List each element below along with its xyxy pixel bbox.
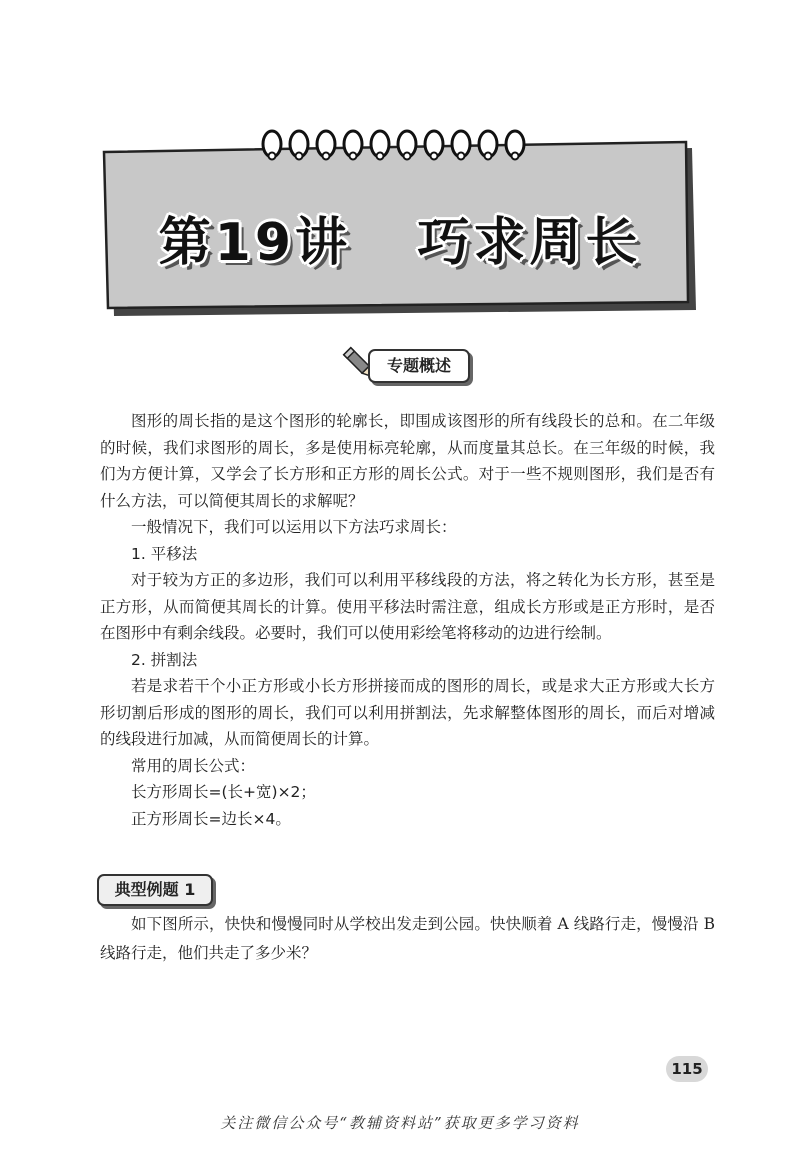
footer-note: 关注微信公众号“教辅资料站”获取更多学习资料 — [220, 1114, 580, 1132]
overview-text — [100, 408, 715, 832]
formula-title: 常用的周长公式： — [131, 756, 256, 775]
example-question — [100, 910, 715, 968]
method-1-title: 1. 平移法 — [131, 544, 198, 563]
method-1-text: 对于较为方正的多边形，我们可以利用平移线段的方法，将之转化为长方形，甚至是正方形，从而简便其周长的计算。使用平移法时需注意，组成长方形或是正方形时，是否在图形中有剩余线段。必要时，我们可以使用彩绘笔将移动的边进行绘制。 — [100, 571, 715, 642]
section-tag — [340, 342, 480, 386]
method-2-title: 2. 拼割法 — [131, 650, 198, 669]
chapter-banner — [100, 118, 700, 318]
example-label: 典型例题 1 — [97, 874, 213, 906]
example-question-text: 如下图所示，快快和慢慢同时从学校出发走到公园。快快顺着 A 线路行走，慢慢沿 B 线路行走，他们共走了多少米？ — [100, 915, 715, 962]
page-number: 115 — [666, 1056, 708, 1082]
formula-rectangle: 长方形周长=(长+宽)×2； — [131, 783, 316, 801]
section-label: 专题概述 — [368, 349, 470, 383]
overview-paragraph-2: 一般情况下，我们可以运用以下方法巧求周长： — [131, 518, 457, 536]
overview-paragraph-1: 图形的周长指的是这个图形的轮廓长，即围成该图形的所有线段长的总和。在二年级的时候，我们求图形的周长，多是使用标亮轮廓，从而度量其总长。在三年级的时候，我们为方便计算，又学会了长方形和正方形的周长公式。对于一些不规则图形，我们是否有什么方法，可以简便其周长的求解呢？ — [100, 412, 715, 510]
chapter-title: 第19讲 巧求周长 — [158, 213, 642, 273]
method-2-text: 若是求若干个小正方形或小长方形拼接而成的图形的周长，或是求大正方形或大长方形切割后形成的图形的周长，我们可以利用拼割法，先求解整体图形的周长，而后对增减的线段进行加减，从而简便周长的计算。 — [100, 677, 715, 748]
formula-square: 正方形周长=边长×4。 — [131, 809, 291, 828]
